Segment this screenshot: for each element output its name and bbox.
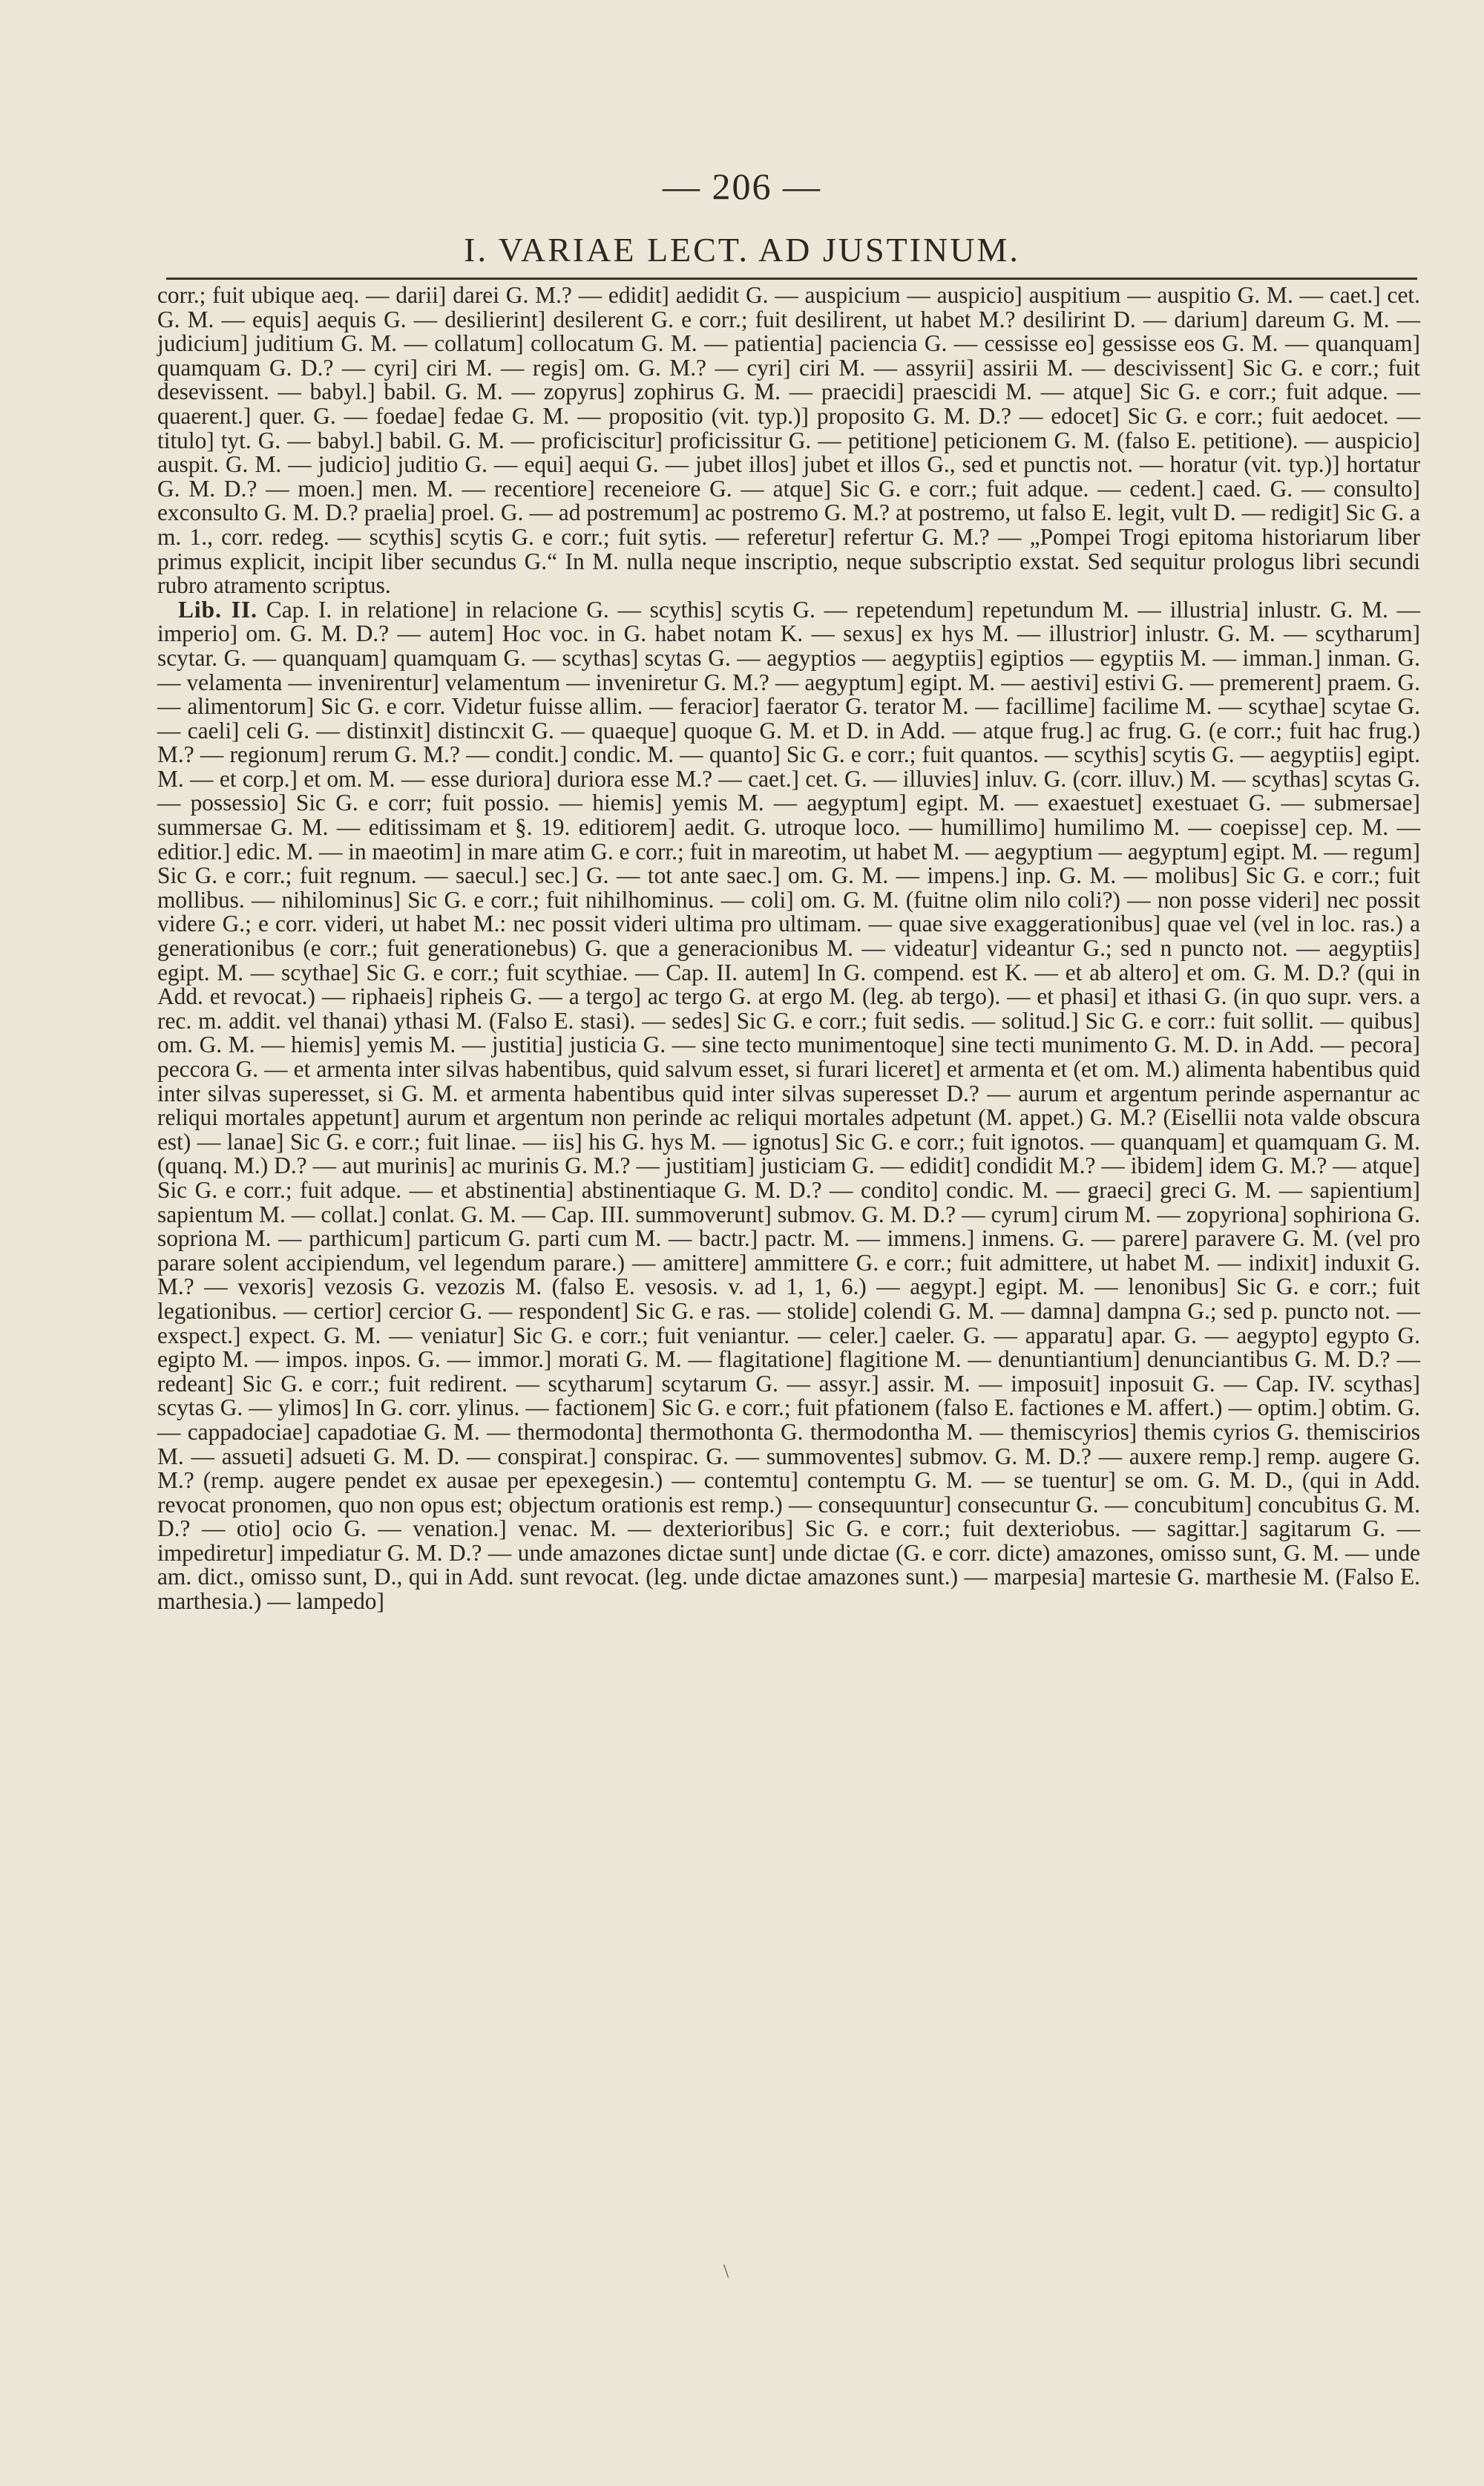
apparatus-text <box>157 283 1420 1614</box>
book-label: Lib. II. <box>178 596 258 623</box>
page-number: — 206 — <box>663 165 821 207</box>
running-head: I. VARIAE LECT. AD JUSTINUM. <box>464 231 1020 269</box>
apparatus-paragraph-lib-2 <box>157 598 1420 1614</box>
header-rule <box>166 278 1417 280</box>
bottom-ink-mark: \ <box>723 2260 729 2282</box>
apparatus-paragraph-lib-2-text: Cap. I. in relatione] in relacione G. — scythis] scytis G. — repetendum] repetundum M. — illustria] inlustr. G. M. — imperio] om. G. M. D.? — autem] Hoc voc. in G. habet notam K. — sexus] ex hys M. — illustrior] inlustr. G. M. — scytharum] scytar. G. — quanquam] quamquam G. — scythas] scytas G. — aegyptios — aegyptiis] egiptios — egyptiis M. — imman.] inman. G. — velamenta — invenirentur] velamentum — inveniretur G. M.? — aegyptum] egipt. M. — aestivi] estivi G. — premerent] praem. G. — alimentorum] Sic G. e corr. Videtur fuisse allim. — feracior] faerator G. terator M. — facillime] facilime M. — scythae] scytae G. — caeli] celi G. — distinxit] distincxit G. — quaeque] quoque G. M. et D. in Add. — atque frug.] ac frug. G. (e corr.; fuit hac frug.) M.? — regionum] rerum G. M.? — condit.] condic. M. — quanto] Sic G. e corr.; fuit quantos. — scythis] scytis G. — aegyptiis] egipt. M. — et corp.] et om. M. — esse duriora] duriora esse M.? — caet.] cet. G. — illuvies] inluv. G. (corr. illuv.) M. — scythas] scytas G. — possessio] Sic G. e corr; fuit possio. — hiemis] yemis M. — aegyptum] egipt. M. — exaestuet] exestuaet G. — submersae] summersae G. M. — editissimam et §. 19. editiorem] aedit. G. utroque loco. — humillimo] humilimo M. — coepisse] cep. M. — editior.] edic. M. — in maeotim] in mare atim G. e corr.; fuit in mareotim, ut habet M. — aegyptium — aegyptum] egipt. M. — regum] Sic G. e corr.; fuit regnum. — saecul.] sec.] G. — tot ante saec.] om. G. M. — impens.] inp. G. M. — molibus] Sic G. e corr.; fuit mollibus. — nihilominus] Sic G. e corr.; fuit nihilhominus. — coli] om. G. M. (fuitne olim nilo coli?) — non posse videri] nec possit videre G.; e corr. videri, ut habet M.: nec possit videri ultima pro ultimam. — quae sive exaggerationibus] quae vel (vel in loc. ras.) a generationibus (e corr.; fuit generationebus) G. que a generacionibus M. — videatur] videantur G.; sed n puncto not. — aegyptiis] egipt. M. — scythae] Sic G. e corr.; fuit scythiae. — Cap. II. autem] In G. compend. est K. — et ab altero] et om. G. M. D.? (qui in Add. et revocat.) — riphaeis] ripheis G. — a tergo] ac tergo G. at ergo M. (leg. ab tergo). — et phasi] et ithasi G. (in quo supr. vers. a rec. m. addit. vel thanai) ythasi M. (Falso E. stasi). — sedes] Sic G. e corr.; fuit sedis. — solitud.] Sic G. e corr.: fuit sollit. — quibus] om. G. M. — hiemis] yemis M. — justitia] justicia G. — sine tecto munimentoque] sine tecti munimento G. M. D. in Add. — pecora] peccora G. — et armenta inter silvas habentibus, quid salvum esset, si furari liceret] et armenta et (et om. M.) alimenta habentibus quid inter silvas superesset, si G. M. et armenta habentibus quid inter silvas superesset D.? — aurum et argentum perinde aspernantur ac reliqui mortales appetunt] aurum et argentum non perinde ac reliqui mortales adpetunt (M. appet.) G. M.? (Eisellii nota valde obscura est) — lanae] Sic G. e corr.; fuit linae. — iis] his G. hys M. — ignotus] Sic G. e corr.; fuit ignotos. — quanquam] et quamquam G. M. (quanq. M.) D.? — aut murinis] ac murinis G. M.? — justitiam] justiciam G. — edidit] condidit M.? — ibidem] idem G. M.? — atque] Sic G. e corr.; fuit adque. — et abstinentia] abstinentiaque G. M. D.? — condito] condic. M. — graeci] greci G. M. — sapientium] sapientum M. — collat.] conlat. G. M. — Cap. III. summoverunt] submov. G. M. D.? — cyrum] cirum M. — zopyriona] sophiriona G. sopriona M. — parthicum] particum G. parti cum M. — bactr.] pactr. M. — immens.] inmens. G. — parere] paravere G. M. (vel pro parare solent accipiendum, vel legendum parare.) — amittere] ammittere G. e corr.; fuit admittere, ut habet M. — indixit] induxit G. M.? — vexoris] vezosis G. vezozis M. (falso E. vesosis. v. ad 1, 1, 6.) — aegypt.] egipt. M. — lenonibus] Sic G. e corr.; fuit legationibus. — certior] cercior G. — respondent] Sic G. e ras. — stolide] colendi G. M. — damna] dampna G.; sed p. puncto not. — exspect.] expect. G. M. — veniatur] Sic G. e corr.; fuit veniantur. — celer.] caeler. G. — apparatu] apar. G. — aegypto] egypto G. egipto M. — impos. inpos. G. — immor.] morati G. M. — flagitatione] flagitione M. — denuntiantium] denunciantibus G. M. D.? — redeant] Sic G. e corr.; fuit redirent. — scytharum] scytarum G. — assyr.] assir. M. — imposuit] inposuit G. — Cap. IV. scythas] scytas G. — ylimos] In G. corr. ylinus. — factionem] Sic G. e corr.; fuit pfationem (falso E. factiones e M. affert.) — optim.] obtim. G. — cappadociae] capadotiae G. M. — thermodonta] thermothonta G. thermodontha M. — themiscyrios] themis cyrios G. themiscirios M. — assueti] adsueti G. M. D. — conspirat.] conspirac. G. — summoventes] submov. G. M. D.? — auxere remp.] remp. augere G. M.? (remp. augere pendet ex ausae per epexegesin.) — contemtu] contemptu G. M. — se tuentur] se om. G. M. D., (qui in Add. revocat pronomen, quo non opus est; objectum orationis est remp.) — consequuntur] consecuntur G. — concubitum] concubitus G. M. D.? — otio] ocio G. — venation.] venac. M. — dexterioribus] Sic G. e corr.; fuit dexteriobus. — sagittar.] sagitarum G. — impediretur] impediatur G. M. D.? — unde amazones dictae sunt] unde dictae (G. e corr. dicte) amazones, omisso sunt, G. M. — unde am. dict., omisso sunt, D., qui in Add. sunt revocat. (leg. unde dictae amazones sunt.) — marpesia] martesie G. marthesie M. (Falso E. marthesia.) — lampedo] <box>157 596 1420 1615</box>
apparatus-paragraph-lib-1-end: corr.; fuit ubique aeq. — darii] darei G. M.? — edidit] aedidit G. — auspicium — auspicio] auspitium — auspitio G. M. — caet.] cet. G. M. — equis] aequis G. — desilierint] desilerent G. e corr.; fuit desilirent, ut habet M.? desilirint D. — darium] dareum G. M. — judicium] juditium G. M. — collatum] collocatum G. M. — patientia] paciencia G. — cessisse eo] gessisse eos G. M. — quanquam] quamquam G. D.? — cyri] ciri M. — regis] om. G. M.? — cyri] ciri M. — assyrii] assirii M. — descivissent] Sic G. e corr.; fuit desevissent. — babyl.] babil. G. M. — zopyrus] zophirus G. M. — praecidi] praescidi M. — atque] Sic G. e corr.; fuit adque. — quaerent.] quer. G. — foedae] fedae G. M. — propositio (vit. typ.)] proposito G. M. D.? — edocet] Sic G. e corr.; fuit aedocet. — titulo] tyt. G. — babyl.] babil. G. M. — proficiscitur] proficissitur G. — petitione] peticionem G. M. (falso E. petitione). — auspicio] auspit. G. M. — judicio] juditio G. — equi] aequi G. — jubet illos] jubet et illos G., sed et punctis not. — horatur (vit. typ.)] hortatur G. M. D.? — moen.] men. M. — recentiore] receneiore G. — atque] Sic G. e corr.; fuit adque. — cedent.] caed. G. — consulto] exconsulto G. M. D.? praelia] proel. G. — ad postremum] ac postremo G. M.? at postremo, ut falso E. legit, vult D. — redigit] Sic G. a m. 1., corr. redeg. — scythis] scytis G. e corr.; fuit sytis. — referetur] refertur G. M.? — „Pompei Trogi epitoma historiarum liber primus explicit, incipit liber secundus G.“ In M. nulla neque inscriptio, neque subscriptio exstat. Sed sequitur prologus libri secundi rubro atramento scriptus. <box>157 282 1420 599</box>
